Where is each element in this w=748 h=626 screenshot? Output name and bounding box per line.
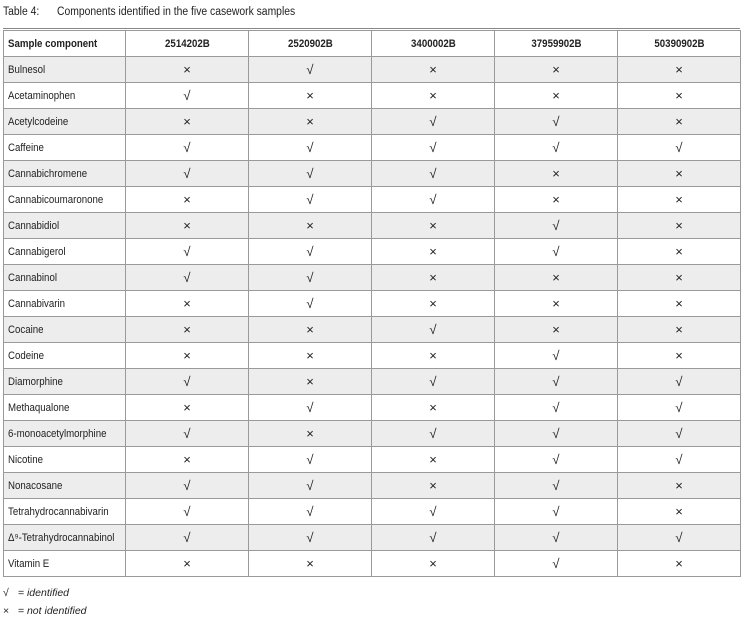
not-identified-icon: × — [618, 213, 741, 239]
not-identified-icon: × — [372, 291, 495, 317]
not-identified-icon: × — [618, 239, 741, 265]
not-identified-icon: × — [618, 57, 741, 83]
table-row — [4, 421, 741, 447]
column-header: 2520902B — [249, 31, 372, 57]
identified-icon: √ — [372, 525, 495, 551]
identified-icon: √ — [126, 525, 249, 551]
identified-icon: √ — [618, 135, 741, 161]
not-identified-icon: × — [495, 317, 618, 343]
not-identified-icon: × — [618, 83, 741, 109]
not-identified-icon: × — [249, 421, 372, 447]
identified-icon: √ — [618, 369, 741, 395]
not-identified-icon: × — [372, 57, 495, 83]
identified-icon: √ — [126, 369, 249, 395]
component-name: Cannabicoumaronone — [4, 187, 126, 213]
not-identified-icon: × — [618, 499, 741, 525]
identified-icon: √ — [126, 473, 249, 499]
identified-icon: √ — [372, 317, 495, 343]
not-identified-icon: × — [126, 291, 249, 317]
identified-icon: √ — [249, 447, 372, 473]
not-identified-icon: × — [495, 161, 618, 187]
identified-icon: √ — [372, 499, 495, 525]
identified-icon: √ — [126, 421, 249, 447]
identified-icon: √ — [249, 473, 372, 499]
table-header-row — [4, 31, 741, 57]
identified-icon: √ — [249, 499, 372, 525]
table-row — [4, 265, 741, 291]
component-name: Tetrahydrocannabivarin — [4, 499, 126, 525]
identified-icon: √ — [249, 265, 372, 291]
table-row — [4, 83, 741, 109]
not-identified-icon: × — [495, 57, 618, 83]
not-identified-icon: × — [618, 343, 741, 369]
identified-icon: √ — [495, 447, 618, 473]
table-row — [4, 343, 741, 369]
identified-icon: √ — [249, 57, 372, 83]
not-identified-icon: × — [372, 473, 495, 499]
identified-icon: √ — [618, 395, 741, 421]
table-row — [4, 317, 741, 343]
not-identified-icon: × — [249, 83, 372, 109]
not-identified-icon: × — [372, 265, 495, 291]
not-identified-icon: × — [618, 187, 741, 213]
table-row — [4, 291, 741, 317]
identified-icon: √ — [495, 369, 618, 395]
component-name: Vitamin E — [4, 551, 126, 577]
component-name: Acetaminophen — [4, 83, 126, 109]
not-identified-icon: × — [618, 551, 741, 577]
identified-icon: √ — [372, 369, 495, 395]
component-name: 6-monoacetylmorphine — [4, 421, 126, 447]
component-name: Codeine — [4, 343, 126, 369]
identified-icon: √ — [249, 187, 372, 213]
table-row — [4, 109, 741, 135]
identified-icon: √ — [249, 161, 372, 187]
table-row — [4, 369, 741, 395]
table-row — [4, 395, 741, 421]
identified-icon: √ — [495, 239, 618, 265]
not-identified-icon: × — [618, 109, 741, 135]
not-identified-icon: × — [126, 551, 249, 577]
not-identified-icon: × — [372, 343, 495, 369]
identified-icon: √ — [126, 135, 249, 161]
not-identified-icon: × — [126, 187, 249, 213]
legend-not-identified-text: = not identified — [15, 605, 87, 617]
column-header: 2514202B — [126, 31, 249, 57]
identified-icon: √ — [495, 525, 618, 551]
component-name: Acetylcodeine — [4, 109, 126, 135]
table-row — [4, 525, 741, 551]
not-identified-icon: × — [249, 343, 372, 369]
component-name: Cannabivarin — [4, 291, 126, 317]
not-identified-icon: × — [126, 109, 249, 135]
component-name: Caffeine — [4, 135, 126, 161]
table-row — [4, 187, 741, 213]
table-row — [4, 239, 741, 265]
identified-icon: √ — [126, 265, 249, 291]
component-name: Bulnesol — [4, 57, 126, 83]
identified-icon: √ — [372, 161, 495, 187]
identified-icon: √ — [126, 499, 249, 525]
table-row — [4, 135, 741, 161]
not-identified-icon: × — [372, 447, 495, 473]
component-name: Cannabigerol — [4, 239, 126, 265]
not-identified-icon: × — [249, 551, 372, 577]
identified-icon: √ — [126, 161, 249, 187]
table-row — [4, 447, 741, 473]
table-row — [4, 213, 741, 239]
not-identified-icon: × — [618, 265, 741, 291]
not-identified-icon: × — [372, 239, 495, 265]
identified-icon: √ — [495, 343, 618, 369]
table-caption — [3, 3, 669, 21]
identified-icon: √ — [495, 551, 618, 577]
component-name: Δ⁹-Tetrahydrocannabinol — [4, 525, 126, 551]
component-name: Cocaine — [4, 317, 126, 343]
identified-icon: √ — [618, 447, 741, 473]
not-identified-icon: × — [249, 109, 372, 135]
identified-icon: √ — [249, 291, 372, 317]
identified-icon: √ — [495, 109, 618, 135]
identified-icon: √ — [495, 135, 618, 161]
table-row — [4, 551, 741, 577]
not-identified-icon: × — [249, 213, 372, 239]
check-icon: √ — [3, 587, 9, 599]
component-name: Cannabinol — [4, 265, 126, 291]
not-identified-icon: × — [618, 291, 741, 317]
identified-icon: √ — [249, 239, 372, 265]
identified-icon: √ — [618, 525, 741, 551]
component-name: Nicotine — [4, 447, 126, 473]
table-row — [4, 57, 741, 83]
identified-icon: √ — [126, 83, 249, 109]
component-name: Cannabidiol — [4, 213, 126, 239]
not-identified-icon: × — [126, 343, 249, 369]
column-header: Sample component — [4, 31, 126, 57]
component-name: Cannabichromene — [4, 161, 126, 187]
identified-icon: √ — [495, 395, 618, 421]
not-identified-icon: × — [618, 473, 741, 499]
not-identified-icon: × — [618, 317, 741, 343]
not-identified-icon: × — [249, 317, 372, 343]
identified-icon: √ — [126, 239, 249, 265]
column-header: 50390902B — [618, 31, 741, 57]
not-identified-icon: × — [618, 161, 741, 187]
not-identified-icon: × — [126, 447, 249, 473]
identified-icon: √ — [372, 187, 495, 213]
column-header: 3400002B — [372, 31, 495, 57]
table-label: Table 4: — [3, 6, 40, 18]
not-identified-icon: × — [126, 395, 249, 421]
caption-rule — [3, 28, 740, 29]
column-header: 37959902B — [495, 31, 618, 57]
identified-icon: √ — [372, 135, 495, 161]
legend-identified — [3, 587, 69, 599]
components-table — [3, 30, 741, 577]
cross-icon: × — [3, 605, 10, 617]
identified-icon: √ — [495, 473, 618, 499]
not-identified-icon: × — [126, 213, 249, 239]
not-identified-icon: × — [495, 83, 618, 109]
not-identified-icon: × — [372, 395, 495, 421]
not-identified-icon: × — [372, 551, 495, 577]
not-identified-icon: × — [249, 369, 372, 395]
table-row — [4, 161, 741, 187]
not-identified-icon: × — [126, 57, 249, 83]
component-name: Diamorphine — [4, 369, 126, 395]
identified-icon: √ — [372, 421, 495, 447]
identified-icon: √ — [372, 109, 495, 135]
component-name: Nonacosane — [4, 473, 126, 499]
not-identified-icon: × — [495, 187, 618, 213]
identified-icon: √ — [249, 135, 372, 161]
not-identified-icon: × — [495, 291, 618, 317]
table-row — [4, 499, 741, 525]
legend-identified-text: = identified — [15, 587, 69, 599]
identified-icon: √ — [495, 213, 618, 239]
identified-icon: √ — [249, 525, 372, 551]
identified-icon: √ — [495, 499, 618, 525]
component-name: Methaqualone — [4, 395, 126, 421]
identified-icon: √ — [618, 421, 741, 447]
table-title: Components identified in the five casework samples — [57, 6, 296, 18]
not-identified-icon: × — [495, 265, 618, 291]
not-identified-icon: × — [372, 213, 495, 239]
legend-not-identified — [3, 605, 87, 617]
identified-icon: √ — [249, 395, 372, 421]
not-identified-icon: × — [126, 317, 249, 343]
not-identified-icon: × — [372, 83, 495, 109]
table-row — [4, 473, 741, 499]
identified-icon: √ — [495, 421, 618, 447]
